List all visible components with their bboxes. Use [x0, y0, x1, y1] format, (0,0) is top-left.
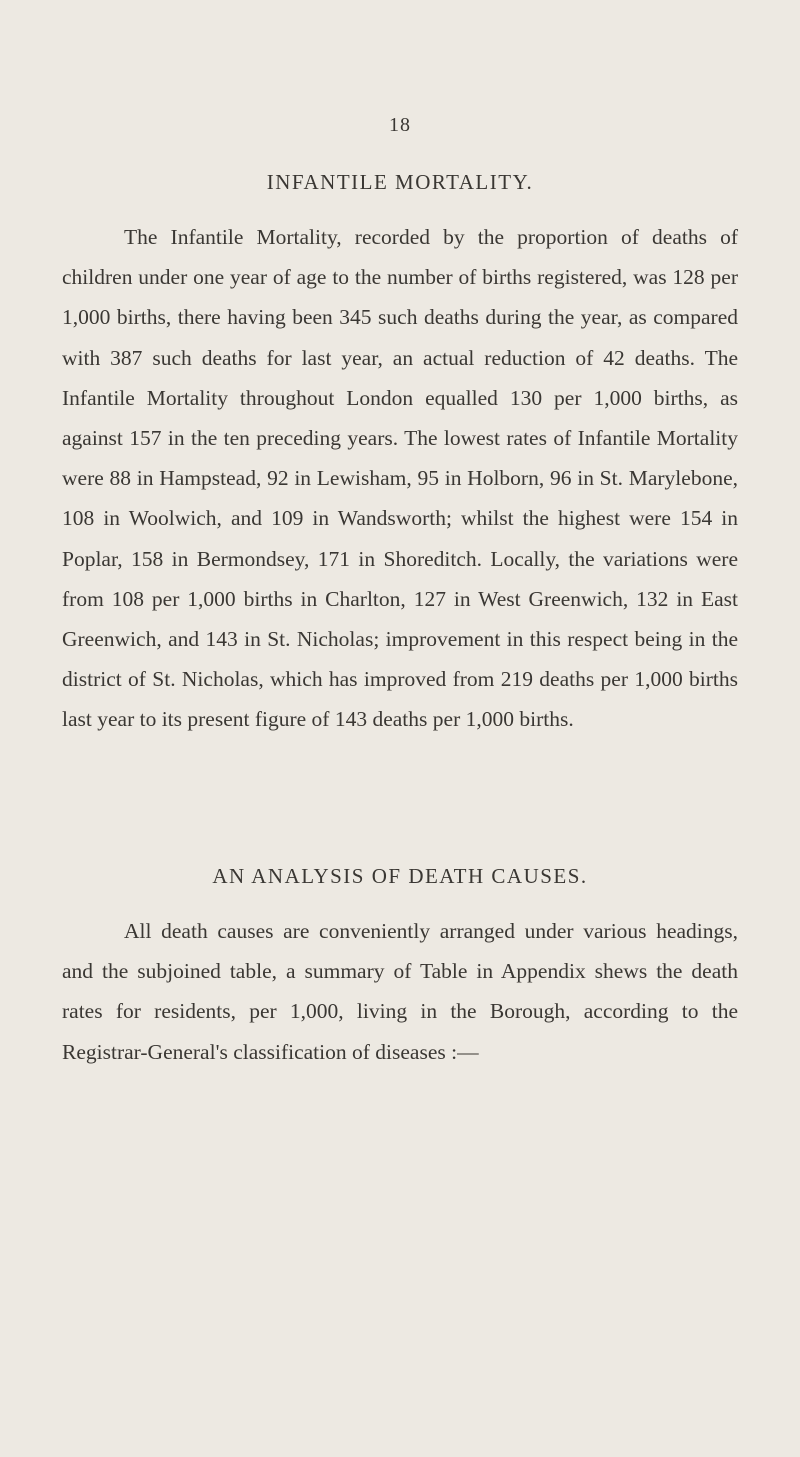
section-heading-death-causes: AN ANALYSIS OF DEATH CAUSES.	[212, 864, 588, 888]
section-heading-infantile-mortality: INFANTILE MORTALITY.	[266, 170, 534, 194]
paragraph-infantile-mortality: The Infantile Mortality, recorded by the proportion of deaths of children under one year of age to the number of births registered, was 128 per 1,000 births, there having been 345 such deaths during the year, as compared with 387 such deaths for last year, an actual reduction of 42 deaths. The Infantile Mortality throughout London equalled 130 per 1,000 births, as against 157 in the ten preceding years. The lowest rates of Infantile Mortality were 88 in Hampstead, 92 in Lewisham, 95 in Holborn, 96 in St. Marylebone, 108 in Woolwich, and 109 in Wandsworth; whilst the highest were 154 in Poplar, 158 in Bermondsey, 171 in Shoreditch. Locally, the variations were from 108 per 1,000 births in Charlton, 127 in West Greenwich, 132 in East Greenwich, and 143 in St. Nicholas; improvement in this respect being in the district of St. Nicholas, which has improved from 219 deaths per 1,000 births last year to its present figure of 143 deaths per 1,000 births.	[62, 225, 738, 732]
paragraph-death-causes: All death causes are conveniently arranged under various headings, and the subjoined table, a summary of Table in Appendix shews the death rates for residents, per 1,000, living in the Borough, according to the Registrar-General's classification of diseases :—	[62, 919, 738, 1064]
page-number: 18	[389, 114, 411, 136]
